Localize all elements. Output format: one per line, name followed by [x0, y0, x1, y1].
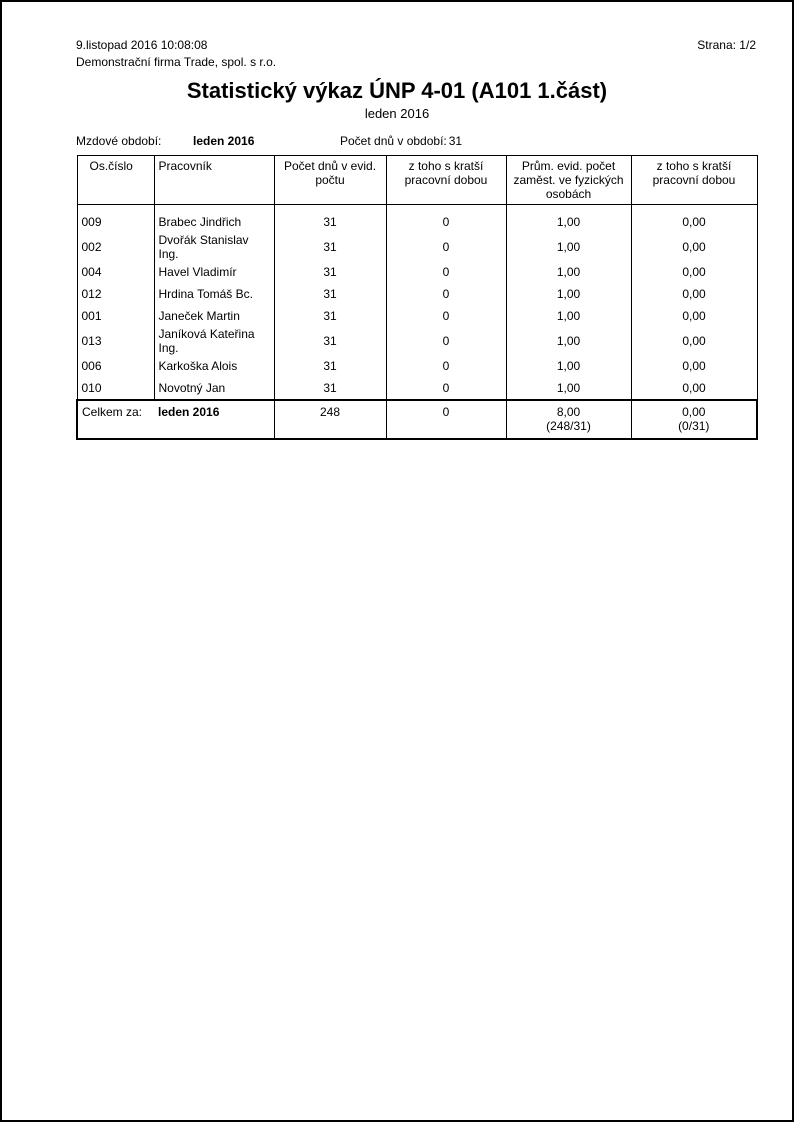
kratsi-doba2-cell: 0,00	[631, 261, 757, 283]
prum-evid-cell: 1,00	[506, 261, 631, 283]
kratsi-doba2-cell: 0,00	[631, 205, 757, 234]
table-header-row	[77, 156, 757, 205]
table-row	[77, 355, 757, 377]
dny-evid-cell: 31	[274, 305, 386, 327]
dny-evid-cell: 31	[274, 261, 386, 283]
pracovnik-header: Pracovník	[154, 156, 274, 205]
dny-evid-cell: 31	[274, 327, 386, 355]
period-value: leden 2016	[193, 134, 255, 148]
os-cislo-cell: 009	[77, 205, 154, 234]
pracovnik-cell: Brabec Jindřich	[154, 205, 274, 234]
kratsi-doba2-cell: 0,00	[631, 283, 757, 305]
kratsi-doba-cell: 0	[386, 261, 506, 283]
os-cislo-cell: 002	[77, 233, 154, 261]
kratsi-doba2-cell: 0,00	[631, 233, 757, 261]
total-period: leden 2016	[154, 400, 274, 439]
kratsi-doba2-cell: 0,00	[631, 355, 757, 377]
page-number: Strana: 1/2	[697, 38, 756, 52]
table-row	[77, 233, 757, 261]
dny-evid-cell: 31	[274, 233, 386, 261]
days-in-period-value: 31	[448, 134, 463, 148]
table-row	[77, 261, 757, 283]
kratsi-doba-cell: 0	[386, 327, 506, 355]
table-row	[77, 205, 757, 234]
meta-row	[76, 38, 756, 53]
period-label: Mzdové období:	[76, 134, 162, 148]
total-avg-value: 8,00	[556, 405, 581, 419]
days-in-period-label: Počet dnů v období:	[340, 134, 447, 148]
total-avg-fraction: (248/31)	[546, 419, 591, 433]
os-cislo-cell: 013	[77, 327, 154, 355]
os-cislo-cell: 010	[77, 377, 154, 400]
kratsi-doba2-header: z toho s kratší pracovní dobou	[631, 156, 757, 205]
pracovnik-cell: Havel Vladimír	[154, 261, 274, 283]
prum-evid-cell: 1,00	[506, 327, 631, 355]
table-row	[77, 305, 757, 327]
prum-evid-header: Prům. evid. počet zaměst. ve fyzických osobách	[506, 156, 631, 205]
total-row	[77, 400, 757, 439]
total-avg-short-value: 0,00	[682, 405, 706, 419]
total-days-cell: 248	[274, 400, 386, 439]
kratsi-doba2-cell: 0,00	[631, 327, 757, 355]
kratsi-doba-cell: 0	[386, 205, 506, 234]
table-row	[77, 327, 757, 355]
company-name: Demonstrační firma Trade, spol. s r.o.	[76, 55, 277, 69]
kratsi-doba-cell: 0	[386, 305, 506, 327]
total-short-cell: 0	[386, 400, 506, 439]
kratsi-doba-header: z toho s kratší pracovní dobou	[386, 156, 506, 205]
prum-evid-cell: 1,00	[506, 205, 631, 234]
dny-evid-cell: 31	[274, 355, 386, 377]
kratsi-doba-cell: 0	[386, 233, 506, 261]
report-title: Statistický výkaz ÚNP 4-01 (A101 1.část)	[186, 78, 608, 103]
pracovnik-cell: Karkoška Alois	[154, 355, 274, 377]
os-cislo-cell: 012	[77, 283, 154, 305]
pracovnik-cell: Janeček Martin	[154, 305, 274, 327]
prum-evid-cell: 1,00	[506, 233, 631, 261]
kratsi-doba-cell: 0	[386, 355, 506, 377]
os-cislo-cell: 001	[77, 305, 154, 327]
prum-evid-cell: 1,00	[506, 377, 631, 400]
prum-evid-cell: 1,00	[506, 305, 631, 327]
dny-evid-cell: 31	[274, 377, 386, 400]
pracovnik-cell: Janíková Kateřina Ing.	[154, 327, 274, 355]
kratsi-doba2-cell: 0,00	[631, 377, 757, 400]
total-label: Celkem za:	[77, 400, 154, 439]
os-cislo-header: Os.číslo	[77, 156, 154, 205]
os-cislo-cell: 006	[77, 355, 154, 377]
kratsi-doba-cell: 0	[386, 283, 506, 305]
print-datetime: 9.listopad 2016 10:08:08	[76, 38, 208, 52]
total-avg-short-fraction: (0/31)	[678, 419, 710, 433]
dny-evid-cell: 31	[274, 283, 386, 305]
prum-evid-cell: 1,00	[506, 283, 631, 305]
report-table	[76, 155, 758, 440]
os-cislo-cell: 004	[77, 261, 154, 283]
table-row	[77, 283, 757, 305]
pracovnik-cell: Novotný Jan	[154, 377, 274, 400]
kratsi-doba2-cell: 0,00	[631, 305, 757, 327]
report-subtitle: leden 2016	[364, 106, 430, 121]
prum-evid-cell: 1,00	[506, 355, 631, 377]
pracovnik-cell: Hrdina Tomáš Bc.	[154, 283, 274, 305]
table-row	[77, 377, 757, 400]
total-avg-short-cell	[631, 400, 757, 439]
kratsi-doba-cell: 0	[386, 377, 506, 400]
period-row	[76, 134, 756, 149]
dny-evid-header: Počet dnů v evid. počtu	[274, 156, 386, 205]
dny-evid-cell: 31	[274, 205, 386, 234]
total-avg-cell	[506, 400, 631, 439]
pracovnik-cell: Dvořák Stanislav Ing.	[154, 233, 274, 261]
